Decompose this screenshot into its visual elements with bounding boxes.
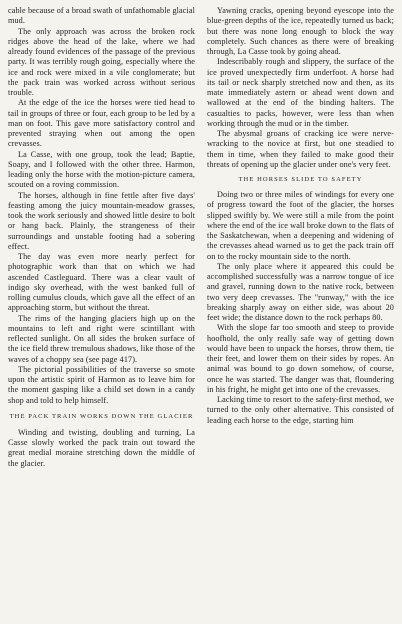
paragraph: The day was even more nearly perfect for photographic work than that on which we had ascended Castleguard. There was a clear vault of indigo sky overhead, with the west banked full of rolling cumulus clouds, which gave all the effect of an approaching storm, but without the threat. xyxy=(8,252,195,313)
paragraph: The only place where it appeared this could be accomplished successfully was a narrow tongue of ice and gravel, running down to the native rock, between two very deep crevasses. The "runway," with the ice breaking sharply away on either side, was about 20 feet wide; the distance down to the rock perhaps 80. xyxy=(207,261,394,322)
paragraph: Winding and twisting, doubling and turning, La Casse slowly worked the pack train out toward the great medial moraine stretching down the middle of the glacier. xyxy=(8,427,195,468)
paragraph: Lacking time to resort to the safety-first method, we turned to the only other alternative. This consisted of leading each horse to the edge, starting him xyxy=(207,395,394,425)
paragraph: The pictorial possibilities of the traverse so smote upon the artistic spirit of Harmon as to leave him for the moment gasping like a child set down in a candy shop and told to help himself. xyxy=(8,364,195,405)
section-heading: THE HORSES SLIDE TO SAFETY xyxy=(238,176,363,183)
paragraph: The only approach was across the broken rock ridges above the head of the lake, where we had already found evidences of the passage of the previous party. It was terribly rough going, especially where the ice and rock were mixed in a vile conglomerate; but the pack train was worked across without serious trouble. xyxy=(8,26,195,97)
paragraph: Indescribably rough and slippery, the surface of the ice proved unexpectedly firm underfoot. A horse had its tail or neck sharply stretched now and then, as its mate immediately astern or ahead went down and wallowed at the end of the binding halters. The casualties to packs, however, were less than when working through the mud or in the timber. xyxy=(207,57,394,128)
paragraph: The horses, although in fine fettle after five days' feasting among the juicy mountain-meadow grasses, took the work seriously and showed little desire to bolt or hang back. Plainly, the strangeness of their surroundings and unstable footing had a sobering effect. xyxy=(8,190,195,251)
left-column xyxy=(8,6,195,624)
right-column xyxy=(207,6,394,624)
paragraph: La Casse, with one group, took the lead; Baptie, Soapy, and I followed with the other three. Harmon, leading only the horse with the motion-picture camera, scouted on a roving commission. xyxy=(8,149,195,190)
paragraph: cable because of a broad swath of unfathomable glacial mud. xyxy=(8,6,195,26)
paragraph: The abysmal groans of cracking ice were nerve-wracking to the novice at first, but one steadied to them in time, when they failed to make good their threats of opening up the glacier under one's very feet. xyxy=(207,129,394,169)
paragraph: Doing two or three miles of windings for every one of progress toward the foot of the glacier, the horses slipped swiftly by. We were still a mile from the point where the end of the ice wall broke down to the flats of the Saskatchewan, when a deepening and widening of the crevasses ahead warned us to get the pack train off on to the rocky mountain side to the north. xyxy=(207,190,394,261)
paragraph: At the edge of the ice the horses were tied head to tail in groups of three or four, each group to be led by a man on foot. This gave more satisfactory control and prevented straying when out among the open crevasses. xyxy=(8,98,195,149)
paragraph: The rims of the hanging glaciers high up on the mountains to left and right were scintillant with reflected sunlight. On all sides the broken surface of the ice field threw tremulous shadows, like those of the waves of a choppy sea (see page 417). xyxy=(8,313,195,364)
section-heading: THE PACK TRAIN WORKS DOWN THE GLACIER xyxy=(9,412,194,420)
paragraph: With the slope far too smooth and steep to provide hoofhold, the only really safe way of getting down would have been to unpack the horses, throw them, tie their feet, and lower them on their sides by ropes. An animal was bound to go down somehow, of course, once he was started. The danger was that, floundering in his fright, he might get into one of the crevasses. xyxy=(207,323,394,394)
paragraph: Yawning cracks, opening beyond eyescope into the blue-green depths of the ice, repeatedly turned us back; but there was none long enough to block the way completely. Such chances as there were of breaking through, La Casse took by going ahead. xyxy=(207,6,394,56)
